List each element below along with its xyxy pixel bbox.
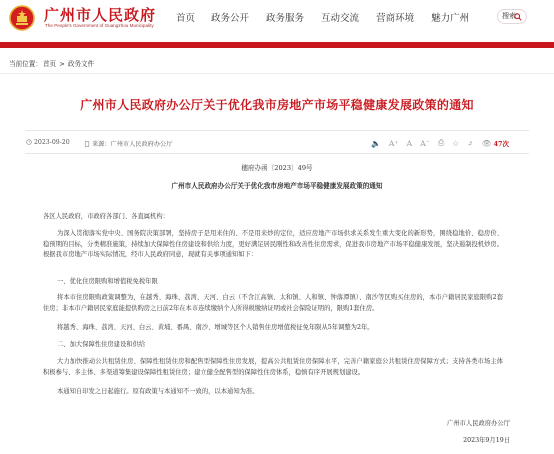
signature-date: 2023年9月19日 [463, 437, 510, 444]
section2-heading: 二、加大保障性住房建设和供给 [57, 341, 146, 348]
main-nav [176, 10, 469, 24]
document-icon [84, 141, 90, 147]
nav-government-affairs[interactable]: 政务公开 [211, 13, 250, 24]
recipient-line: 各区人民政府，市政府各部门、各直属机构： [43, 213, 169, 220]
speaker-icon[interactable]: 🔈 [371, 138, 381, 148]
section1-paragraph2: 将越秀、海珠、荔湾、天河、白云、黄埔、番禺、南沙、增城等区个人销售住房增值税征免年限从5年调整为2年。 [57, 324, 374, 331]
header-red-bar [0, 42, 554, 48]
breadcrumb-gov-documents[interactable]: 政务文件 [67, 60, 95, 68]
search-button[interactable] [497, 9, 527, 24]
font-increase-button[interactable]: A⁺ [388, 138, 399, 148]
section1-paragraph1: 将本市住房限购政策调整为，在越秀、海珠、荔湾、天河、白云（不含江高镇、太和镇、人和镇、钟落潭镇）、南沙等区购买住房的，本市户籍居民家庭限购2套住房；非本市户籍居民家庭能提供购房之日前2年在本市连续缴纳个人所得税缴纳证明或社会保险证明的，限购1套住房。 [43, 294, 503, 312]
signature-org: 广州市人民政府办公厅 [447, 420, 510, 427]
publish-date [26, 139, 70, 146]
share-icon[interactable]: ⤴ [467, 138, 474, 148]
view-count: 47次 [493, 139, 509, 148]
breadcrumb-divider [0, 73, 554, 74]
intro-paragraph: 为深入贯彻落实党中央、国务院决策部署，坚持房子是用来住的、不是用来炒的定位，适应房地产市场供求关系发生重大变化的新形势，围绕稳地价、稳房价、稳预期的目标，分类精准施策，持续加大保障性住房建设和供给力度，更好满足居民刚性和改善性住房需求，促进我市房地产市场平稳健康发展，坚决遏制投机炒房。根据我市房地产市场实际情况，经市人民政府同意，现就有关事项通知如下： [43, 230, 503, 258]
nav-government-services[interactable]: 政务服务 [266, 13, 305, 24]
breadcrumb-separator: > [57, 60, 67, 68]
breadcrumb-prefix: 当前位置： [9, 60, 42, 68]
search-icon [514, 13, 522, 21]
font-default-button[interactable]: A [406, 138, 413, 148]
publish-date-text: 2023-09-20 [34, 139, 70, 146]
nav-interaction[interactable]: 互动交流 [321, 13, 360, 24]
article-source-text: 来源：广州市人民政府办公厅 [92, 141, 173, 148]
section1-heading: 一、优化住房限购和增值税免税年限 [57, 278, 158, 285]
breadcrumb-home[interactable]: 首页 [42, 60, 57, 68]
star-icon[interactable]: ☆ [452, 138, 460, 148]
article-tools [371, 138, 517, 148]
nav-home[interactable]: 首页 [176, 13, 196, 24]
document-number: 穗府办函〔2023〕49号 [241, 164, 313, 172]
eye-icon: 👁 [481, 138, 492, 148]
search-label: 搜索 [502, 12, 516, 20]
site-title[interactable]: 广州市人民政府 [44, 6, 157, 24]
clock-icon [26, 139, 32, 145]
article-title: 广州市人民政府办公厅关于优化我市房地产市场平稳健康发展政策的通知 [80, 98, 474, 112]
print-icon[interactable]: ⎙ [437, 138, 445, 147]
font-decrease-button[interactable]: A⁻ [420, 138, 430, 148]
article-meta [26, 138, 530, 150]
breadcrumb [9, 58, 95, 68]
nav-business-environment[interactable]: 营商环境 [376, 13, 415, 24]
site-subtitle: The People's Government of Guangzhou Municipality [45, 23, 154, 28]
title-divider [25, 130, 529, 131]
article-source [84, 139, 172, 148]
closing-paragraph: 本通知自印发之日起施行。原有政策与本通知不一致的，以本通知为准。 [57, 388, 259, 395]
meta-divider [25, 153, 529, 154]
document-subtitle: 广州市人民政府办公厅关于优化我市房地产市场平稳健康发展政策的通知 [171, 182, 383, 190]
site-header [0, 0, 554, 32]
section2-paragraph1: 大力加快推动公共租赁住房、保障性租赁住房和配售型保障性住房发展，提高公共租赁住房保障水平，完善户籍家庭公共租赁住房保障方式；支持各类市场主体积极参与、多主体、多渠道筹集建设保障性租赁住房；建立健全配售型的保障性住房体系，稳慎有序开展规划建设。 [43, 358, 503, 376]
nav-charm-guangzhou[interactable]: 魅力广州 [431, 13, 470, 24]
government-emblem-icon [9, 5, 35, 31]
